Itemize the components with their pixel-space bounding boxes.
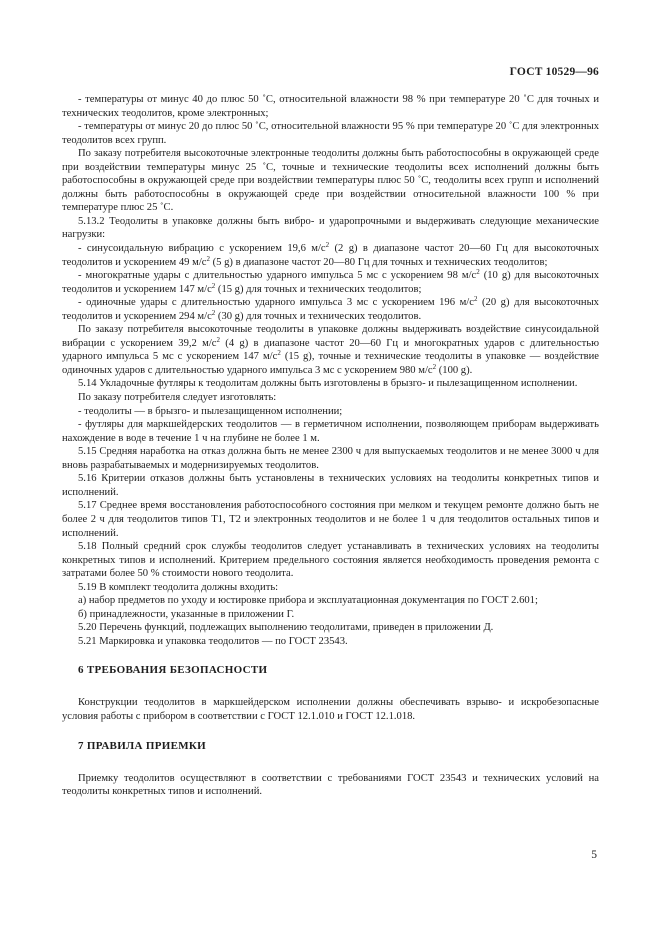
section-heading-acceptance: 7 ПРАВИЛА ПРИЕМКИ <box>78 740 207 753</box>
paragraph-order: По заказу потребителя высокоточные теодолиты в упаковке должны выдерживать воздействие синусоидальной вибрации с ускорением 39,2 $м/с^2$ (4 g) в диапазоне частот 20—60 Гц и многократных ударов с длительностью ударного импульса 5 мс с ускорением 147 $м/с^2$ (15 g), точные и технические теодолиты в упаковке — воздействие одиночных ударов с длительностью ударного импульса 3 мс с ускорением 980 $м/с^2$ (100 g). <box>62 324 600 376</box>
paragraph: - теодолиты — в брызго- и пылезащищенном исполнении; <box>78 405 343 417</box>
paragraph: 5.14 Укладочные футляры к теодолитам должны быть изготовлены в брызго- и пылезащищенном исполнении. <box>78 378 578 390</box>
paragraph-acceptance: Приемку теодолитов осуществляют в соответствии с требованиями ГОСТ 23543 и технических условий на теодолиты конкретных типов и исполнений. <box>62 772 599 798</box>
paragraph: 5.15 Средняя наработка на отказ должна быть не менее 2300 ч для выпускаемых теодолитов и не менее 3000 ч для вновь разрабатываемых и модернизируемых теодолитов. <box>62 446 599 471</box>
paragraph: По заказу потребителя высокоточные электронные теодолиты должны быть работоспособны в окружающей среде при воздействии температуры минус 25 ˚С, точные и технические теодолиты всех исполнений должны быть работоспособны в окружающей среде при воздействии температуры плюс 50 ˚С, теодолиты всех групп и исполнений должны быть работоспособны в окружающей среде при воздействии относительной влажности 100 % при температуре плюс 25 ˚С. <box>62 148 599 214</box>
paragraph: - температуры от минус 40 до плюс 50 ˚С, относительной влажности 98 % при температуре 20 ˚С для точных и технических теодолитов, кроме электронных; <box>62 94 599 119</box>
paragraph: 5.21 Маркировка и упаковка теодолитов — по ГОСТ 23543. <box>78 635 348 647</box>
header-code: ГОСТ 10529—96 <box>509 66 599 78</box>
document-body <box>62 93 599 799</box>
paragraph: - футляры для маркшейдерских теодолитов — в герметичном исполнении, позволяющем приборам выдерживать нахождение в воде в течение 1 ч на глубине не более 1 м. <box>62 419 599 444</box>
paragraph-single-shocks: - одиночные удары с длительностью ударного импульса 3 мс с ускорением 196 $м/с^2$ (20 g) для высокоточных теодолитов и ускорением 294 $м/с^2$ (30 g) для точных и технических теодолитов. <box>62 295 599 322</box>
paragraph: 5.16 Критерии отказов должны быть установлены в технических условиях на теодолиты конкретных типов и исполнений. <box>62 473 599 498</box>
paragraph-vibration: - синусоидальную вибрацию с ускорением 19,6 $м/с^2$ (2 g) в диапазоне частот 20—60 Гц для высокоточных теодолитов и ускорением 49 $м/с^2$ (5 g) в диапазоне частот 20—80 Гц для точных и технических теодолитов; <box>62 241 599 268</box>
paragraph: - температуры от минус 20 до плюс 50 ˚С, относительной влажности 95 % при температуре 20 ˚С для электронных теодолитов всех групп. <box>62 121 599 146</box>
page-number: 5 <box>591 849 597 861</box>
paragraph-safety: Конструкции теодолитов в маркшейдерском исполнении должны обеспечивать взрыво- и искробезопасные условия работы с прибором в соответствии с ГОСТ 12.1.010 и ГОСТ 12.1.018. <box>62 696 599 722</box>
paragraph-multiple-shocks: - многократные удары с длительностью ударного импульса 5 мс с ускорением 98 $м/с^2$ (10 g) для высокоточных теодолитов и ускорением 147 $м/с^2$ (15 g) для точных и технических теодолитов; <box>62 268 600 295</box>
paragraph: 5.13.2 Теодолиты в упаковке должны быть вибро- и ударопрочными и выдерживать следующие механические нагрузки: <box>62 215 599 241</box>
paragraph: 5.19 В комплект теодолита должны входить: <box>78 581 279 593</box>
paragraph: По заказу потребителя следует изготовлять: <box>78 392 277 404</box>
section-heading-safety: 6 ТРЕБОВАНИЯ БЕЗОПАСНОСТИ <box>78 664 268 677</box>
paragraph: б) принадлежности, указанные в приложении Г. <box>78 608 295 620</box>
paragraph: 5.20 Перечень функций, подлежащих выполнению теодолитами, приведен в приложении Д. <box>78 622 494 634</box>
paragraph: а) набор предметов по уходу и юстировке прибора и эксплуатационная документация по ГОСТ 2.601; <box>78 595 538 607</box>
paragraph: 5.18 Полный средний срок службы теодолитов следует устанавливать в технических условиях на теодолиты конкретных типов и исполнений. Критерием предельного состояния является необходимость проведения ремонта с затратами более 50 % стоимости нового теодолита. <box>62 541 599 580</box>
paragraph: 5.17 Среднее время восстановления работоспособного состояния при мелком и текущем ремонте должно быть не более 2 ч для теодолитов типов Т1, Т2 и электронных теодолитов и не более 1 ч для теодолитов остальных типов и исполнений. <box>62 500 599 539</box>
